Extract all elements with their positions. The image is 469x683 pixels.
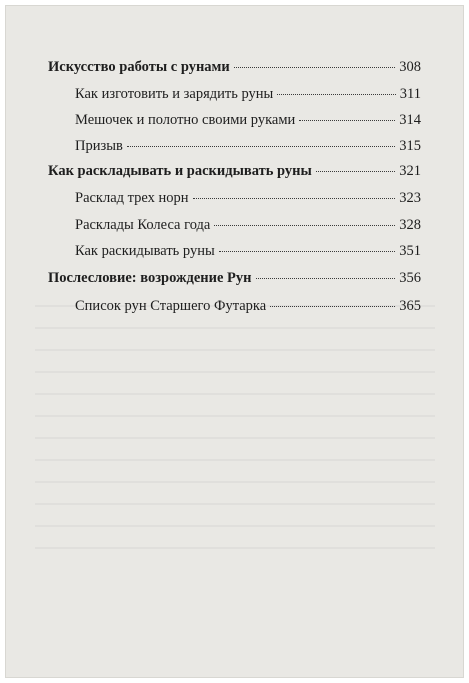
toc-entry-title: Призыв bbox=[75, 138, 123, 154]
dot-leader bbox=[219, 251, 396, 252]
toc-entry-chapter bbox=[48, 59, 421, 83]
book-page bbox=[5, 5, 464, 678]
toc-entry-title: Как раскидывать руны bbox=[75, 243, 215, 259]
toc-entry-page-number: 351 bbox=[399, 243, 421, 259]
dot-leader bbox=[316, 171, 395, 172]
toc-entry-title: Мешочек и полотно своими руками bbox=[75, 112, 296, 128]
toc-entry-page-number: 328 bbox=[399, 217, 421, 233]
toc-entry-chapter bbox=[48, 270, 421, 294]
toc-entry-title: Как изготовить и зарядить руны bbox=[75, 86, 274, 102]
toc-entry-page-number: 321 bbox=[399, 163, 421, 179]
show-through-texture bbox=[35, 305, 435, 665]
toc-entry-title: Послесловие: возрождение Рун bbox=[48, 270, 252, 286]
toc-entry-title: Искусство работы с рунами bbox=[48, 59, 230, 75]
toc-entry-page-number: 308 bbox=[399, 59, 421, 75]
dot-leader bbox=[214, 225, 395, 226]
dot-leader bbox=[277, 94, 395, 95]
toc-entry-page-number: 311 bbox=[399, 86, 421, 102]
toc-entry-section bbox=[75, 217, 421, 241]
dot-leader bbox=[270, 306, 395, 307]
toc-entry-section bbox=[75, 190, 421, 214]
toc-entry-section bbox=[75, 243, 421, 267]
dot-leader bbox=[127, 146, 395, 147]
toc-entry-section bbox=[75, 112, 421, 136]
toc-entry-title: Как раскладывать и раскидывать руны bbox=[48, 163, 312, 179]
toc-entry-page-number: 315 bbox=[399, 138, 421, 154]
toc-entry-page-number: 356 bbox=[399, 270, 421, 286]
toc-entry-page-number: 365 bbox=[399, 298, 421, 314]
toc-entry-section bbox=[75, 138, 421, 162]
toc-entry-section bbox=[75, 298, 421, 322]
toc-entry-chapter bbox=[48, 163, 421, 187]
toc-entry-page-number: 323 bbox=[399, 190, 421, 206]
dot-leader bbox=[234, 67, 395, 68]
toc-entry-title: Список рун Старшего Футарка bbox=[75, 298, 267, 314]
dot-leader bbox=[299, 120, 395, 121]
toc-entry-title: Расклад трех норн bbox=[75, 190, 189, 206]
dot-leader bbox=[256, 278, 396, 279]
dot-leader bbox=[193, 198, 396, 199]
toc-entry-section bbox=[75, 86, 421, 110]
toc-entry-page-number: 314 bbox=[399, 112, 421, 128]
toc-entry-title: Расклады Колеса года bbox=[75, 217, 211, 233]
